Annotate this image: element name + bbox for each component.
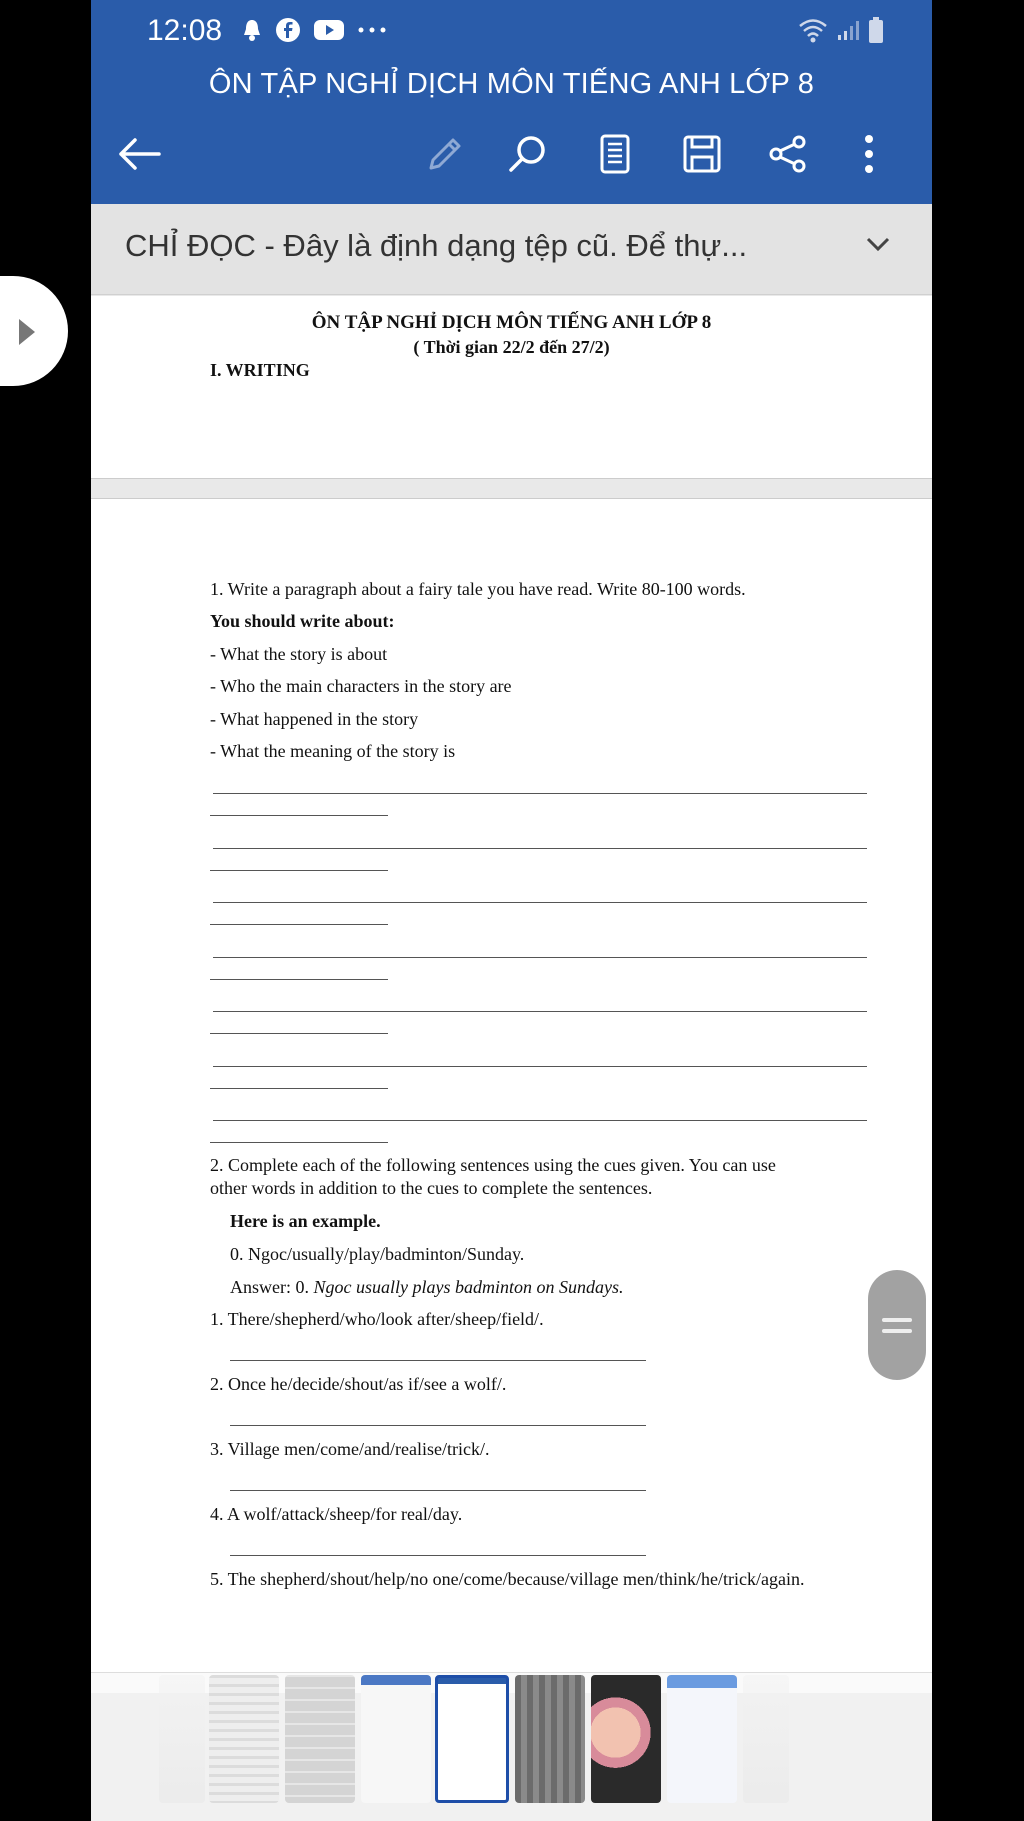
answer-line	[230, 1555, 646, 1556]
bullet-item: - What the story is about	[210, 644, 388, 664]
writing-line	[210, 1088, 388, 1089]
answer-label: Answer: 0.	[230, 1277, 314, 1297]
answer-line	[230, 1360, 646, 1361]
question-2-prompt: 2. Complete each of the following sentences using the cues given. You can use	[210, 1155, 776, 1175]
side-panel-tab[interactable]	[0, 276, 68, 386]
wifi-icon	[798, 17, 828, 43]
recent-thumbnail[interactable]	[515, 1675, 585, 1803]
signal-icon	[836, 18, 860, 42]
recent-thumbnail[interactable]	[743, 1675, 789, 1803]
save-button[interactable]	[678, 130, 726, 178]
answer-line	[230, 1490, 646, 1491]
more-notifications-icon	[357, 25, 387, 35]
chevron-down-icon[interactable]	[864, 234, 892, 254]
facebook-icon	[275, 17, 301, 43]
writing-line	[213, 902, 867, 903]
back-arrow-icon	[113, 132, 165, 176]
exercise-item: 5. The shepherd/shout/help/no one/come/because/village men/think/he/trick/again.	[210, 1569, 805, 1589]
more-vertical-icon	[863, 134, 875, 174]
writing-line	[213, 1011, 867, 1012]
recent-thumbnail[interactable]	[667, 1675, 737, 1803]
writing-line	[210, 1142, 388, 1143]
bullet-item: - What the meaning of the story is	[210, 741, 456, 761]
phone-screen	[91, 0, 932, 1820]
writing-line	[210, 979, 388, 980]
more-options-button[interactable]	[845, 130, 893, 178]
answer-line	[230, 1425, 646, 1426]
writing-line	[210, 924, 388, 925]
search-button[interactable]	[504, 130, 552, 178]
exercise-item: 2. Once he/decide/shout/as if/see a wolf/.	[210, 1374, 507, 1394]
read-only-message: CHỈ ĐỌC - Đây là định dạng tệp cũ. Để thự...	[125, 228, 748, 263]
writing-line	[213, 1120, 867, 1121]
save-icon	[681, 133, 723, 175]
writing-line	[213, 848, 867, 849]
writing-line	[213, 793, 867, 794]
document-page-1	[91, 296, 932, 479]
youtube-icon	[313, 18, 345, 42]
share-icon	[767, 133, 809, 175]
question-1-heading: You should write about:	[210, 611, 395, 631]
scroll-handle[interactable]	[868, 1270, 926, 1380]
answer-text: Ngoc usually plays badminton on Sundays.	[313, 1277, 624, 1297]
exercise-item: 1. There/shepherd/who/look after/sheep/field/.	[210, 1309, 544, 1329]
writing-line	[210, 815, 388, 816]
share-button[interactable]	[764, 130, 812, 178]
question-1-prompt: 1. Write a paragraph about a fairy tale you have read. Write 80-100 words.	[210, 579, 746, 599]
recent-thumbnail[interactable]	[285, 1675, 355, 1803]
back-button[interactable]	[113, 132, 165, 176]
example-item: 0. Ngoc/usually/play/badminton/Sunday.	[230, 1244, 525, 1264]
doc-heading: ÔN TẬP NGHỈ DỊCH MÔN TIẾNG ANH LỚP 8	[311, 312, 712, 333]
bell-icon	[241, 18, 263, 42]
search-icon	[506, 132, 550, 176]
recent-thumbnail[interactable]	[159, 1675, 205, 1803]
example-answer	[230, 1277, 623, 1298]
bullet-item: - What happened in the story	[210, 709, 419, 729]
question-2-prompt-cont: other words in addition to the cues to complete the sentences.	[210, 1178, 653, 1198]
edit-button[interactable]	[421, 130, 469, 178]
recent-thumbnail[interactable]	[209, 1675, 279, 1803]
app-bar	[91, 0, 932, 204]
recent-apps-strip	[91, 1672, 932, 1821]
bullet-item: - Who the main characters in the story are	[210, 676, 512, 696]
section-heading: I. WRITING	[210, 360, 310, 380]
battery-icon	[868, 16, 884, 44]
document-page-2	[91, 498, 932, 1689]
document-title: ÔN TẬP NGHỈ DỊCH MÔN TIẾNG ANH LỚP 8	[208, 68, 815, 100]
example-heading: Here is an example.	[230, 1211, 381, 1231]
writing-line	[213, 957, 867, 958]
pencil-icon	[425, 134, 465, 174]
recent-thumbnail[interactable]	[591, 1675, 661, 1803]
writing-line	[210, 1033, 388, 1034]
recent-thumbnail-active[interactable]	[435, 1675, 509, 1803]
read-only-banner[interactable]	[91, 204, 932, 295]
reading-view-icon	[598, 133, 632, 175]
writing-line	[213, 1066, 867, 1067]
reading-view-button[interactable]	[591, 130, 639, 178]
status-time: 12:08	[147, 14, 223, 47]
doc-subheading: ( Thời gian 22/2 đến 27/2)	[413, 337, 610, 357]
expand-arrow-icon	[19, 319, 35, 345]
writing-line	[210, 870, 388, 871]
recent-thumbnail[interactable]	[361, 1675, 431, 1803]
exercise-item: 4. A wolf/attack/sheep/for real/day.	[210, 1504, 463, 1524]
exercise-item: 3. Village men/come/and/realise/trick/.	[210, 1439, 490, 1459]
